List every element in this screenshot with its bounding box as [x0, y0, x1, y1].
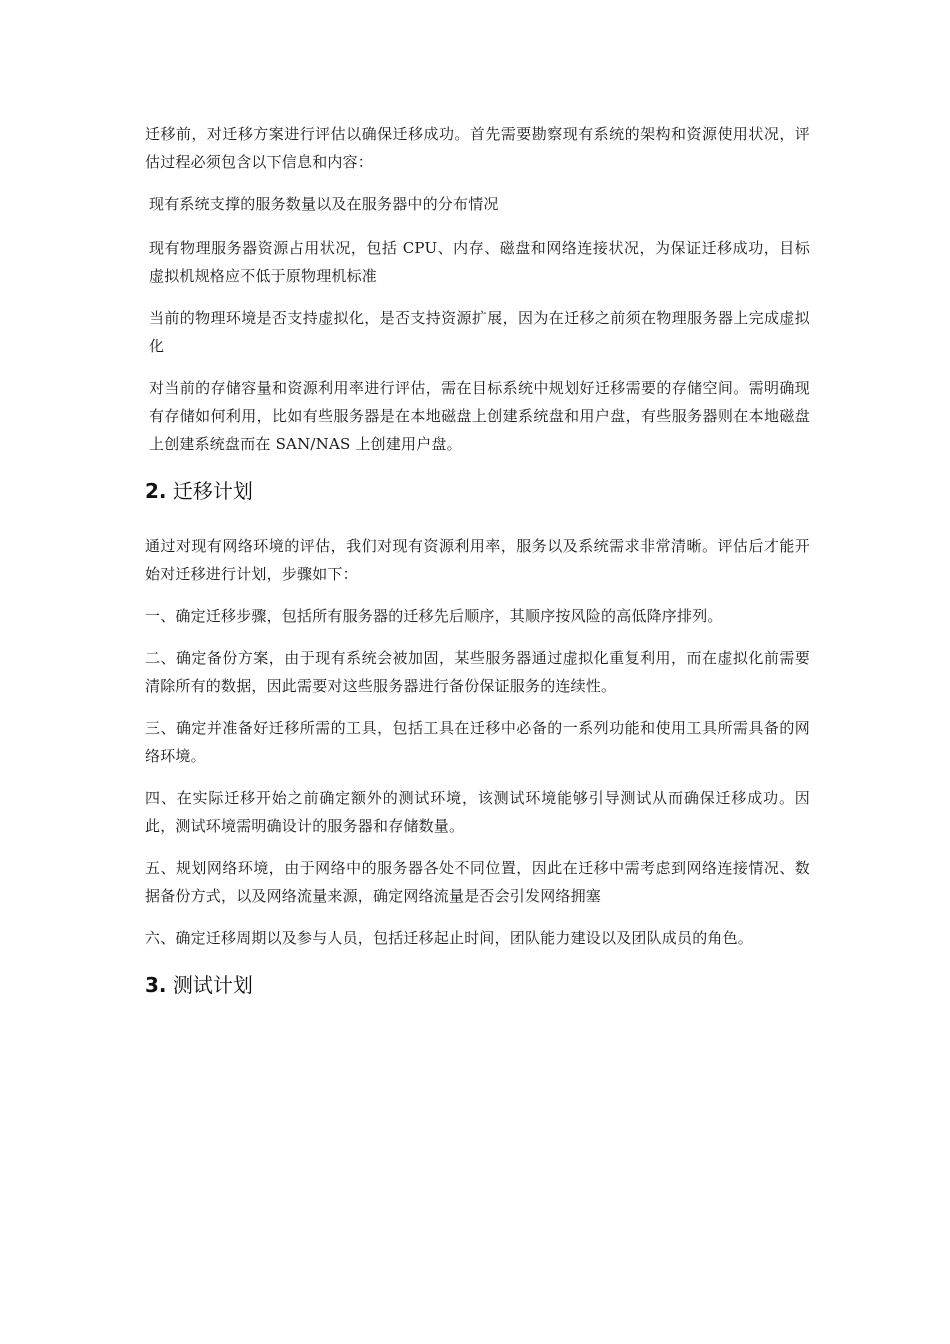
list-item: 对当前的存储容量和资源利用率进行评估，需在目标系统中规划好迁移需要的存储空间。需明确现有存储如何利用，比如有些服务器是在本地磁盘上创建系统盘和用户盘，有些服务器则在本地磁盘上创建系统盘而在 SAN/NAS 上创建用户盘。 [149, 379, 810, 453]
list-item: 五、规划网络环境，由于网络中的服务器各处不同位置，因此在迁移中需考虑到网络连接情况、数据备份方式，以及网络流量来源，确定网络流量是否会引发网络拥塞 [145, 859, 810, 905]
section1-intro: 迁移前，对迁移方案进行评估以确保迁移成功。首先需要勘察现有系统的架构和资源使用状况，评估过程必须包含以下信息和内容： [145, 125, 810, 171]
list-item: 现有系统支撑的服务数量以及在服务器中的分布情况 [149, 195, 499, 213]
section2-title: 迁移计划 [172, 479, 253, 503]
list-item: 现有物理服务器资源占用状况，包括 CPU、内存、磁盘和网络连接状况，为保证迁移成功，目标虚拟机规格应不低于原物理机标准 [149, 239, 810, 285]
section3-title: 测试计划 [172, 973, 253, 997]
list-item: 当前的物理环境是否支持虚拟化，是否支持资源扩展，因为在迁移之前须在物理服务器上完成虚拟化 [149, 309, 810, 355]
section2-heading [145, 476, 810, 506]
list-item: 一、确定迁移步骤，包括所有服务器的迁移先后顺序，其顺序按风险的高低降序排列。 [145, 607, 723, 625]
section2-intro: 通过对现有网络环境的评估，我们对现有资源利用率，服务以及系统需求非常清晰。评估后才能开始对迁移进行计划，步骤如下： [145, 537, 810, 583]
list-item: 四、在实际迁移开始之前确定额外的测试环境，该测试环境能够引导测试从而确保迁移成功。因此，测试环境需明确设计的服务器和存储数量。 [145, 789, 810, 835]
section3-heading [145, 970, 810, 1000]
section3-number: 3. [145, 973, 167, 997]
list-item: 二、确定备份方案，由于现有系统会被加固，某些服务器通过虚拟化重复利用，而在虚拟化前需要清除所有的数据，因此需要对这些服务器进行备份保证服务的连续性。 [145, 649, 810, 695]
list-item: 三、确定并准备好迁移所需的工具，包括工具在迁移中必备的一系列功能和使用工具所需具备的网络环境。 [145, 719, 810, 765]
section2-number: 2. [145, 479, 167, 503]
list-item: 六、确定迁移周期以及参与人员，包括迁移起止时间，团队能力建设以及团队成员的角色。 [145, 929, 754, 947]
document-body [145, 120, 810, 1000]
